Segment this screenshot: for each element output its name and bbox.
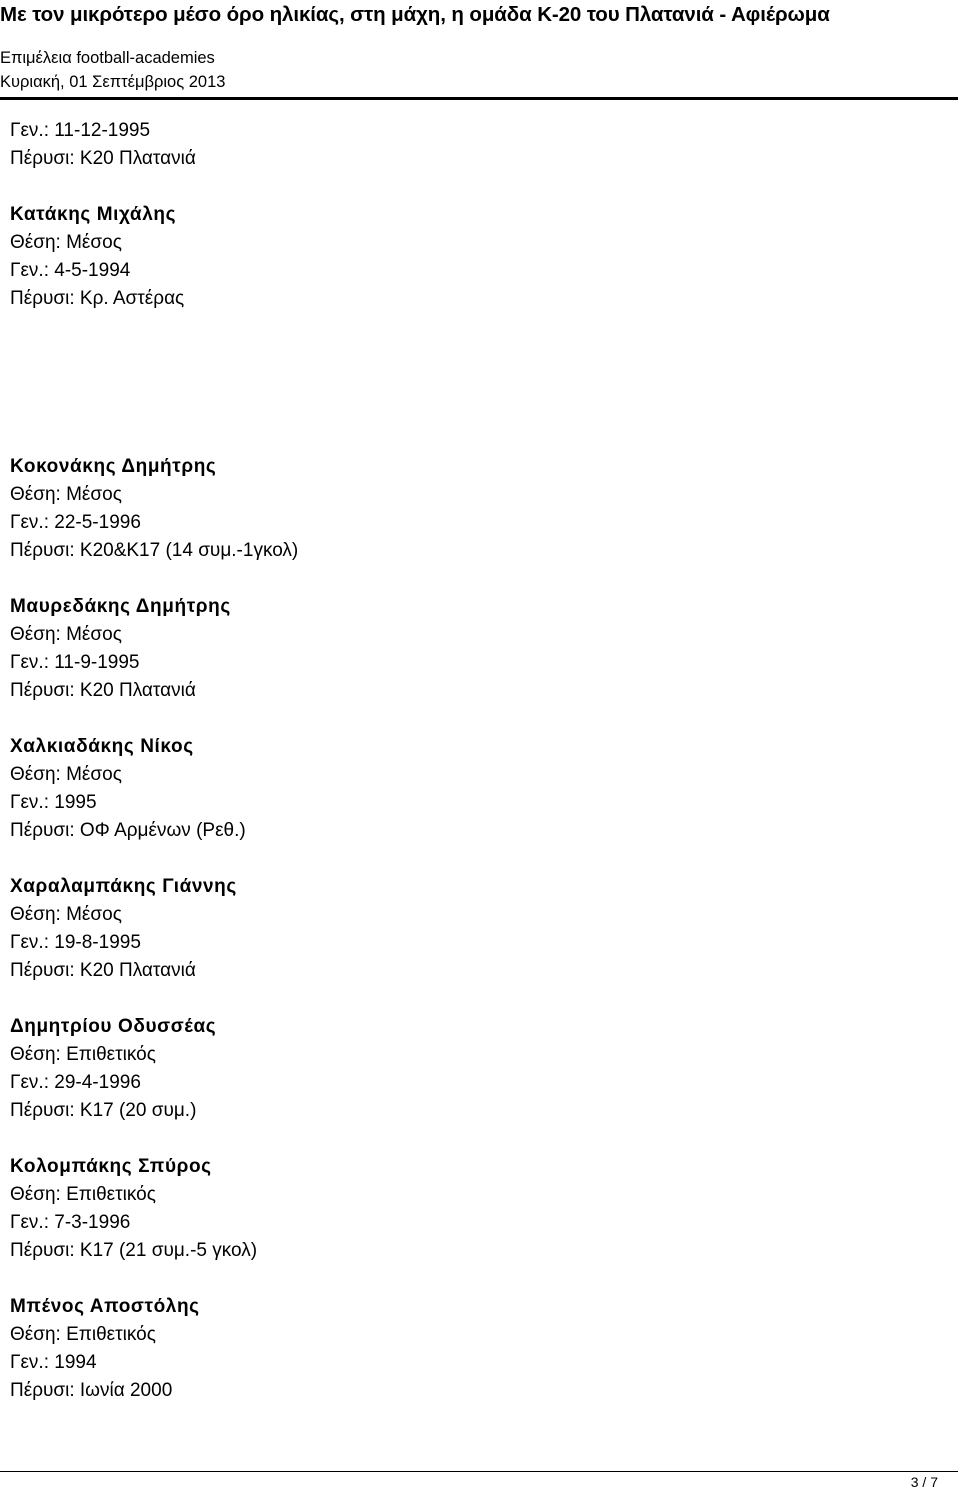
player-entry <box>10 201 940 313</box>
player-name: Χαραλαμπάκης Γιάννης <box>10 876 237 897</box>
player-entry <box>10 1013 940 1125</box>
player-previous-team: Πέρυσι: Κ20 Πλατανιά <box>10 148 196 169</box>
player-previous-team: Πέρυσι: Ιωνία 2000 <box>10 1380 173 1401</box>
player-birth: Γεν.: 22-5-1996 <box>10 512 141 533</box>
player-name: Μπένος Αποστόλης <box>10 1296 200 1317</box>
footer-divider <box>0 1471 958 1472</box>
player-previous-team: Πέρυσι: Κ20 Πλατανιά <box>10 960 196 981</box>
spacer <box>10 565 940 593</box>
player-previous-team: Πέρυσι: ΟΦ Αρμένων (Ρεθ.) <box>10 820 246 841</box>
player-previous-team: Πέρυσι: Κ20 Πλατανιά <box>10 680 196 701</box>
player-entry <box>10 733 940 845</box>
player-name: Μαυρεδάκης Δημήτρης <box>10 596 231 617</box>
player-name: Χαλκιαδάκης Νίκος <box>10 736 194 757</box>
player-previous-team: Πέρυσι: Κρ. Αστέρας <box>10 288 185 309</box>
roster-content <box>10 117 940 1405</box>
page-number: 3 / 7 <box>910 1474 938 1490</box>
player-position: Θέση: Επιθετικός <box>10 1184 156 1205</box>
player-name: Κατάκης Μιχάλης <box>10 204 177 225</box>
player-entry <box>10 453 940 565</box>
player-birth: Γεν.: 29-4-1996 <box>10 1072 141 1093</box>
player-previous-team: Πέρυσι: Κ20&Κ17 (14 συμ.-1γκολ) <box>10 540 299 561</box>
player-birth: Γεν.: 7-3-1996 <box>10 1212 131 1233</box>
document-editor: Επιμέλεια football-academies <box>0 49 215 67</box>
spacer <box>10 313 940 453</box>
player-birth: Γεν.: 1995 <box>10 792 97 813</box>
player-birth: Γεν.: 4-5-1994 <box>10 260 131 281</box>
spacer <box>10 173 940 201</box>
player-birth: Γεν.: 19-8-1995 <box>10 932 141 953</box>
document-date: Κυριακή, 01 Σεπτέμβριος 2013 <box>0 73 226 91</box>
player-position: Θέση: Μέσος <box>10 232 122 253</box>
header-divider <box>0 97 958 100</box>
document-title: Με τον μικρότερο μέσο όρο ηλικίας, στη μάχη, η ομάδα Κ-20 του Πλατανιά - Αφιέρωμα <box>0 3 830 26</box>
player-entry <box>10 1293 940 1405</box>
spacer <box>10 1265 940 1293</box>
player-entry <box>10 1153 940 1265</box>
player-birth: Γεν.: 11-12-1995 <box>10 120 151 141</box>
player-position: Θέση: Επιθετικός <box>10 1044 156 1065</box>
player-name: Δημητρίου Οδυσσέας <box>10 1016 217 1037</box>
player-position: Θέση: Μέσος <box>10 484 122 505</box>
spacer <box>10 705 940 733</box>
player-previous-team: Πέρυσι: Κ17 (20 συμ.) <box>10 1100 197 1121</box>
player-previous-team: Πέρυσι: Κ17 (21 συμ.-5 γκολ) <box>10 1240 258 1261</box>
player-fragment <box>10 117 940 173</box>
player-position: Θέση: Μέσος <box>10 764 122 785</box>
spacer <box>10 1125 940 1153</box>
spacer <box>10 985 940 1013</box>
player-name: Κολομπάκης Σπύρος <box>10 1156 212 1177</box>
player-position: Θέση: Μέσος <box>10 624 122 645</box>
spacer <box>10 845 940 873</box>
player-position: Θέση: Επιθετικός <box>10 1324 156 1345</box>
player-birth: Γεν.: 1994 <box>10 1352 97 1373</box>
player-name: Κοκονάκης Δημήτρης <box>10 456 217 477</box>
player-entry <box>10 873 940 985</box>
player-position: Θέση: Μέσος <box>10 904 122 925</box>
player-entry <box>10 593 940 705</box>
player-birth: Γεν.: 11-9-1995 <box>10 652 140 673</box>
